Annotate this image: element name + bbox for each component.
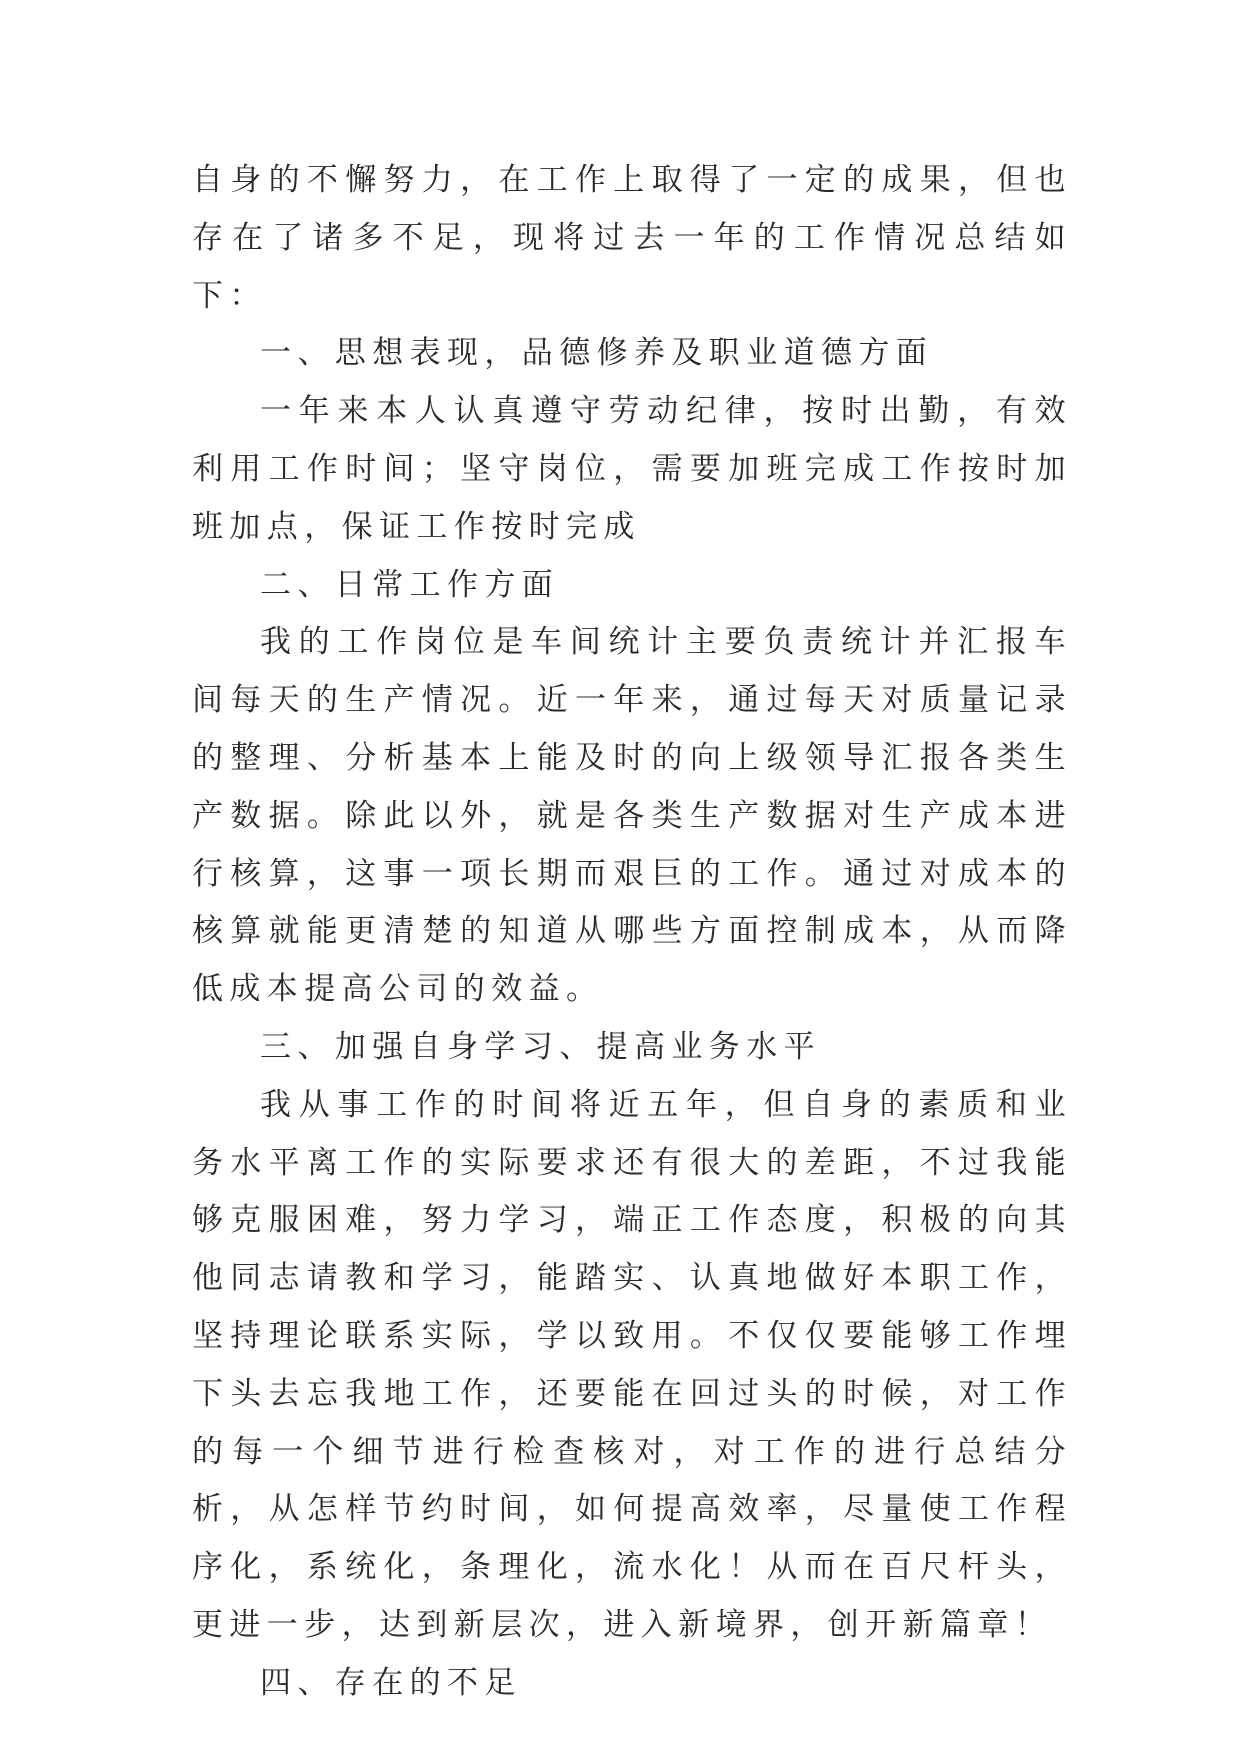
document-body [192, 152, 1072, 1713]
paragraph-section-2: 我的工作岗位是车间统计主要负责统计并汇报车间每天的生产情况。近一年来，通过每天对质量记录的整理、分析基本上能及时的向上级领导汇报各类生产数据。除此以外，就是各类生产数据对生产成本进行核算，这事一项长期而艰巨的工作。通过对成本的核算就能更清楚的知道从哪些方面控制成本，从而降低成本提高公司的效益。 [192, 624, 1072, 1008]
heading-section-3: 三、加强自身学习、提高业务水平 [260, 1028, 821, 1065]
heading-section-2: 二、日常工作方面 [260, 566, 560, 603]
heading-section-4: 四、存在的不足 [260, 1664, 522, 1701]
heading-section-1: 一、思想表现，品德修养及职业道德方面 [260, 335, 934, 372]
paragraph-section-3: 我从事工作的时间将近五年，但自身的素质和业务水平离工作的实际要求还有很大的差距，不过我能够克服困难，努力学习，端正工作态度，积极的向其他同志请教和学习，能踏实、认真地做好本职工作，坚持理论联系实际，学以致用。不仅仅要能够工作埋下头去忘我地工作，还要能在回过头的时候，对工作的每一个细节进行检查核对，对工作的进行总结分析，从怎样节约时间，如何提高效率，尽量使工作程序化，系统化，条理化，流水化！从而在百尺杆头，更进一步，达到新层次，进入新境界，创开新篇章！ [192, 1086, 1072, 1643]
paragraph-section-1: 一年来本人认真遵守劳动纪律，按时出勤，有效利用工作时间；坚守岗位，需要加班完成工作按时加班加点，保证工作按时完成 [192, 393, 1072, 545]
paragraph-intro: 自身的不懈努力，在工作上取得了一定的成果，但也存在了诸多不足，现将过去一年的工作情况总结如下： [192, 162, 1072, 314]
